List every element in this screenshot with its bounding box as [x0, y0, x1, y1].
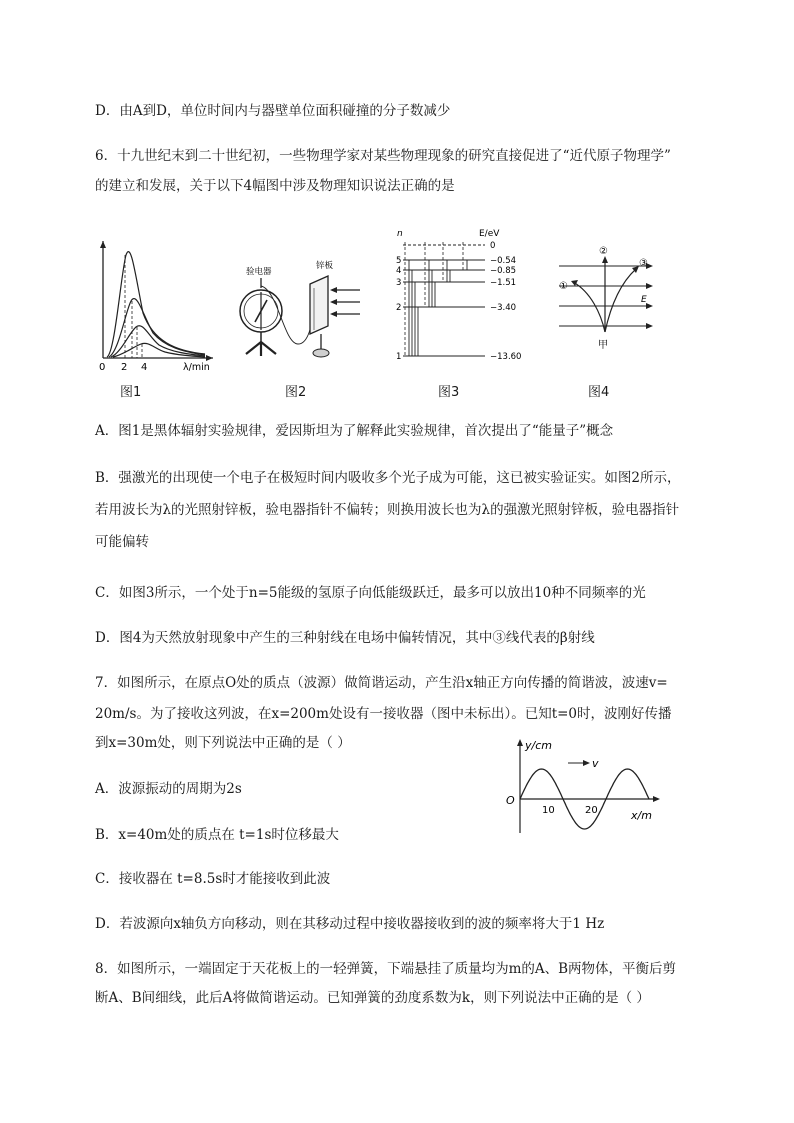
fig4-ray-1: ①: [559, 281, 568, 292]
fig3-n-3: 3: [396, 278, 402, 288]
fig4-field-label: E: [641, 295, 647, 305]
q7-option-b: B．x=40m处的质点在 t=1s时位移最大: [95, 827, 339, 843]
q6-option-c: C．如图3所示，一个处于n=5能级的氢原子向低能级跃迁，最多可以放出10种不同频率的光: [95, 585, 646, 601]
fig3-n-axis: n: [397, 229, 403, 239]
wave-graph: [500, 733, 665, 838]
fig3-n-2: 2: [396, 303, 402, 313]
fig4-jia-label: 甲: [598, 340, 608, 351]
fig1-tick-4: 4: [141, 362, 148, 373]
q8-stem-2: 断A、B间细线，此后A将做简谐运动。已知弹簧的劲度系数为k，则下列说法中正确的是（ ）: [95, 990, 650, 1006]
figure-4-caption: 图4: [588, 385, 610, 400]
wave-xlabel: x/m: [631, 809, 652, 822]
q6-option-d: D．图4为天然放射现象中产生的三种射线在电场中偏转情况，其中③线代表的β射线: [95, 630, 595, 646]
fig3-e-2: −3.40: [490, 303, 517, 313]
fig3-e-1: −13.60: [490, 352, 522, 362]
q6-stem-1: 6．十九世纪末到二十世纪初，一些物理学家对某些物理现象的研究直接促进了“近代原子物理学”: [95, 148, 671, 164]
fig1-xlabel: λ/min: [183, 362, 210, 373]
fig1-tick-2: 2: [121, 362, 128, 373]
figure-3-caption: 图3: [438, 385, 460, 400]
figure-4-radiation: [555, 244, 665, 356]
q6-stem-2: 的建立和发展，关于以下4幅图中涉及物理知识说法正确的是: [95, 178, 455, 194]
figure-1-blackbody: [95, 233, 225, 373]
fig4-ray-3: ③: [639, 258, 648, 269]
wave-velocity-label: v: [592, 757, 599, 770]
fig3-e-5: −0.54: [490, 256, 517, 266]
q5-option-d: D．由A到D，单位时间内与器壁单位面积碰撞的分子数减少: [95, 103, 451, 119]
fig3-e-3: −1.51: [490, 278, 517, 288]
fig3-e-axis: E/eV: [479, 229, 500, 239]
q7-option-d: D．若波源向x轴负方向移动，则在其移动过程中接收器接收到的波的频率将大于1 Hz: [95, 916, 605, 932]
wave-tick-20: 20: [585, 805, 598, 816]
fig4-ray-2: ②: [599, 246, 608, 257]
q6-option-b-2: 若用波长为λ的光照射锌板，验电器指针不偏转；则换用波长也为λ的强激光照射锌板，验电器指针: [95, 502, 680, 518]
fig1-tick-0: 0: [99, 362, 106, 373]
q7-option-a: A．波源振动的周期为2s: [95, 781, 242, 797]
fig3-n-4: 4: [396, 266, 402, 276]
wave-origin: O: [506, 794, 515, 807]
fig3-e-0: 0: [490, 241, 496, 251]
fig2-electroscope-label: 验电器: [246, 267, 272, 277]
figure-3-energy-levels: [393, 226, 538, 368]
fig3-n-1: 1: [396, 352, 402, 362]
fig3-n-5: 5: [396, 256, 402, 266]
wave-ylabel: y/cm: [525, 739, 552, 752]
fig2-plate-label: 锌板: [316, 261, 334, 271]
q6-option-b-3: 可能偏转: [95, 534, 149, 550]
q6-option-b-1: B．强激光的出现使一个电子在极短时间内吸收多个光子成为可能，这已被实验证实。如图2所示，: [95, 470, 681, 486]
wave-tick-10: 10: [542, 805, 555, 816]
q7-stem-3: 到x=30m处，则下列说法中正确的是（ ）: [95, 735, 351, 751]
q7-stem-2: 20m/s。为了接收这列波，在x=200m处设有一接收器（图中未标出）。已知t=0时，波刚好传播: [95, 706, 672, 722]
fig3-e-4: −0.85: [490, 266, 517, 276]
figure-2-caption: 图2: [285, 385, 307, 400]
figure-2-electroscope: [238, 258, 363, 368]
figure-1-caption: 图1: [120, 385, 142, 400]
q7-stem-1: 7．如图所示，在原点O处的质点（波源）做简谐运动，产生沿x轴正方向传播的简谐波，波速v=: [95, 675, 668, 691]
q6-option-a: A．图1是黑体辐射实验规律，爱因斯坦为了解释此实验规律，首次提出了“能量子”概念: [95, 423, 614, 439]
q7-option-c: C．接收器在 t=8.5s时才能接收到此波: [95, 871, 331, 887]
q8-stem-1: 8．如图所示，一端固定于天花板上的一轻弹簧，下端悬挂了质量均为m的A、B两物体，平衡后剪: [95, 961, 677, 977]
